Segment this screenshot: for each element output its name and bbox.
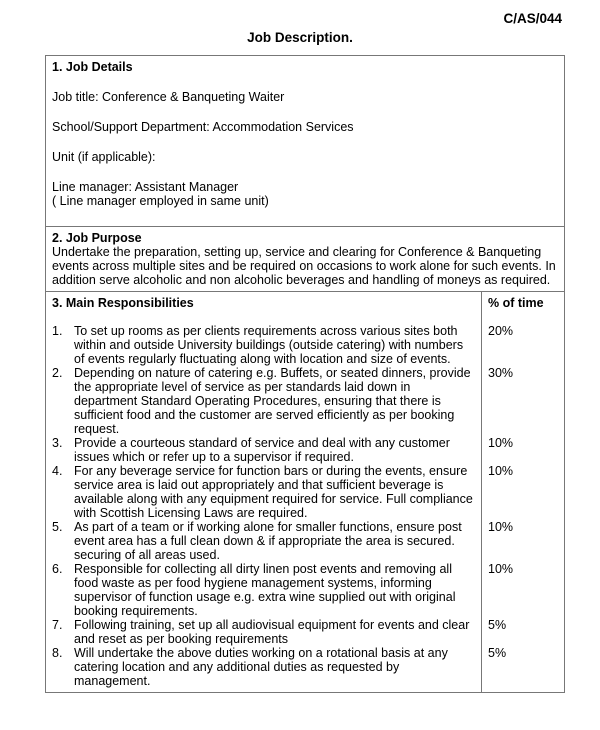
job-purpose-text: Undertake the preparation, setting up, service and clearing for Conference & Banqueting events across multiple sites and be required on occasions to work alone for such events. In addition serve alcoholic and non alcoholic beverages and handling of moneys as required. [52, 245, 556, 287]
job-description-table [45, 55, 565, 693]
job-purpose-section [46, 227, 565, 292]
percent-value: 20% [488, 324, 514, 338]
responsibilities-section [46, 292, 482, 693]
percent-value: 10% [488, 562, 514, 576]
list-item: 2. Depending on nature of catering e.g. Buffets, or seated dinners, provide the appropriate level of service as per standards laid down in department Standard Operating Procedures, ensuring that there is sufficient food and the customer are served efficiently as per booking request. [52, 366, 471, 436]
department: School/Support Department: Accommodation Services [52, 120, 354, 134]
list-item: 4. For any beverage service for function bars or during the events, ensure service area is laid out appropriately and that sufficient beverage is available along with any equipment required for service. Full compliance with Scottish Licensing Laws are required. [52, 464, 473, 520]
list-item: 3. Provide a courteous standard of service and deal with any customer issues which or refer up to a supervisor if required. [52, 436, 450, 464]
percent-value: 10% [488, 464, 514, 478]
percent-value: 5% [488, 646, 507, 660]
responsibilities-list [52, 324, 475, 688]
percent-of-time-column [482, 292, 565, 693]
line-manager: Line manager: Assistant Manager [52, 180, 239, 194]
list-item: 1. To set up rooms as per clients requirements across various sites both within and outside University buildings (outside catering) with numbers of events regularly fluctuating along with location and size of events. [52, 324, 464, 366]
job-title: Job title: Conference & Banqueting Waiter [52, 90, 285, 104]
percent-list [488, 324, 558, 688]
percent-value: 30% [488, 366, 514, 380]
percent-value: 5% [488, 618, 507, 632]
document-reference: C/AS/044 [503, 11, 562, 26]
list-item: 5. As part of a team or if working alone for smaller functions, ensure post event area has a full clean down & if appropriate the area is secured. securing of all areas used. [52, 520, 462, 562]
list-item: 6. Responsible for collecting all dirty linen post events and removing all food waste as per food hygiene management systems, informing supervisor of function usage e.g. extra wine supplied out with original booking requirements. [52, 562, 456, 618]
job-purpose-heading: 2. Job Purpose [52, 231, 142, 245]
job-details-section [46, 56, 565, 227]
percent-value: 10% [488, 520, 514, 534]
percent-of-time-heading: % of time [488, 296, 544, 310]
responsibilities-heading: 3. Main Responsibilities [52, 296, 194, 310]
job-details-heading: 1. Job Details [52, 60, 133, 74]
line-manager-note: ( Line manager employed in same unit) [52, 194, 269, 208]
document-title: Job Description. [247, 30, 353, 45]
unit: Unit (if applicable): [52, 150, 156, 164]
percent-value: 10% [488, 436, 514, 450]
list-item: 8. Will undertake the above duties working on a rotational basis at any catering location and any additional duties as requested by management. [52, 646, 448, 688]
list-item: 7. Following training, set up all audiovisual equipment for events and clear and reset as per booking requirements [52, 618, 470, 646]
